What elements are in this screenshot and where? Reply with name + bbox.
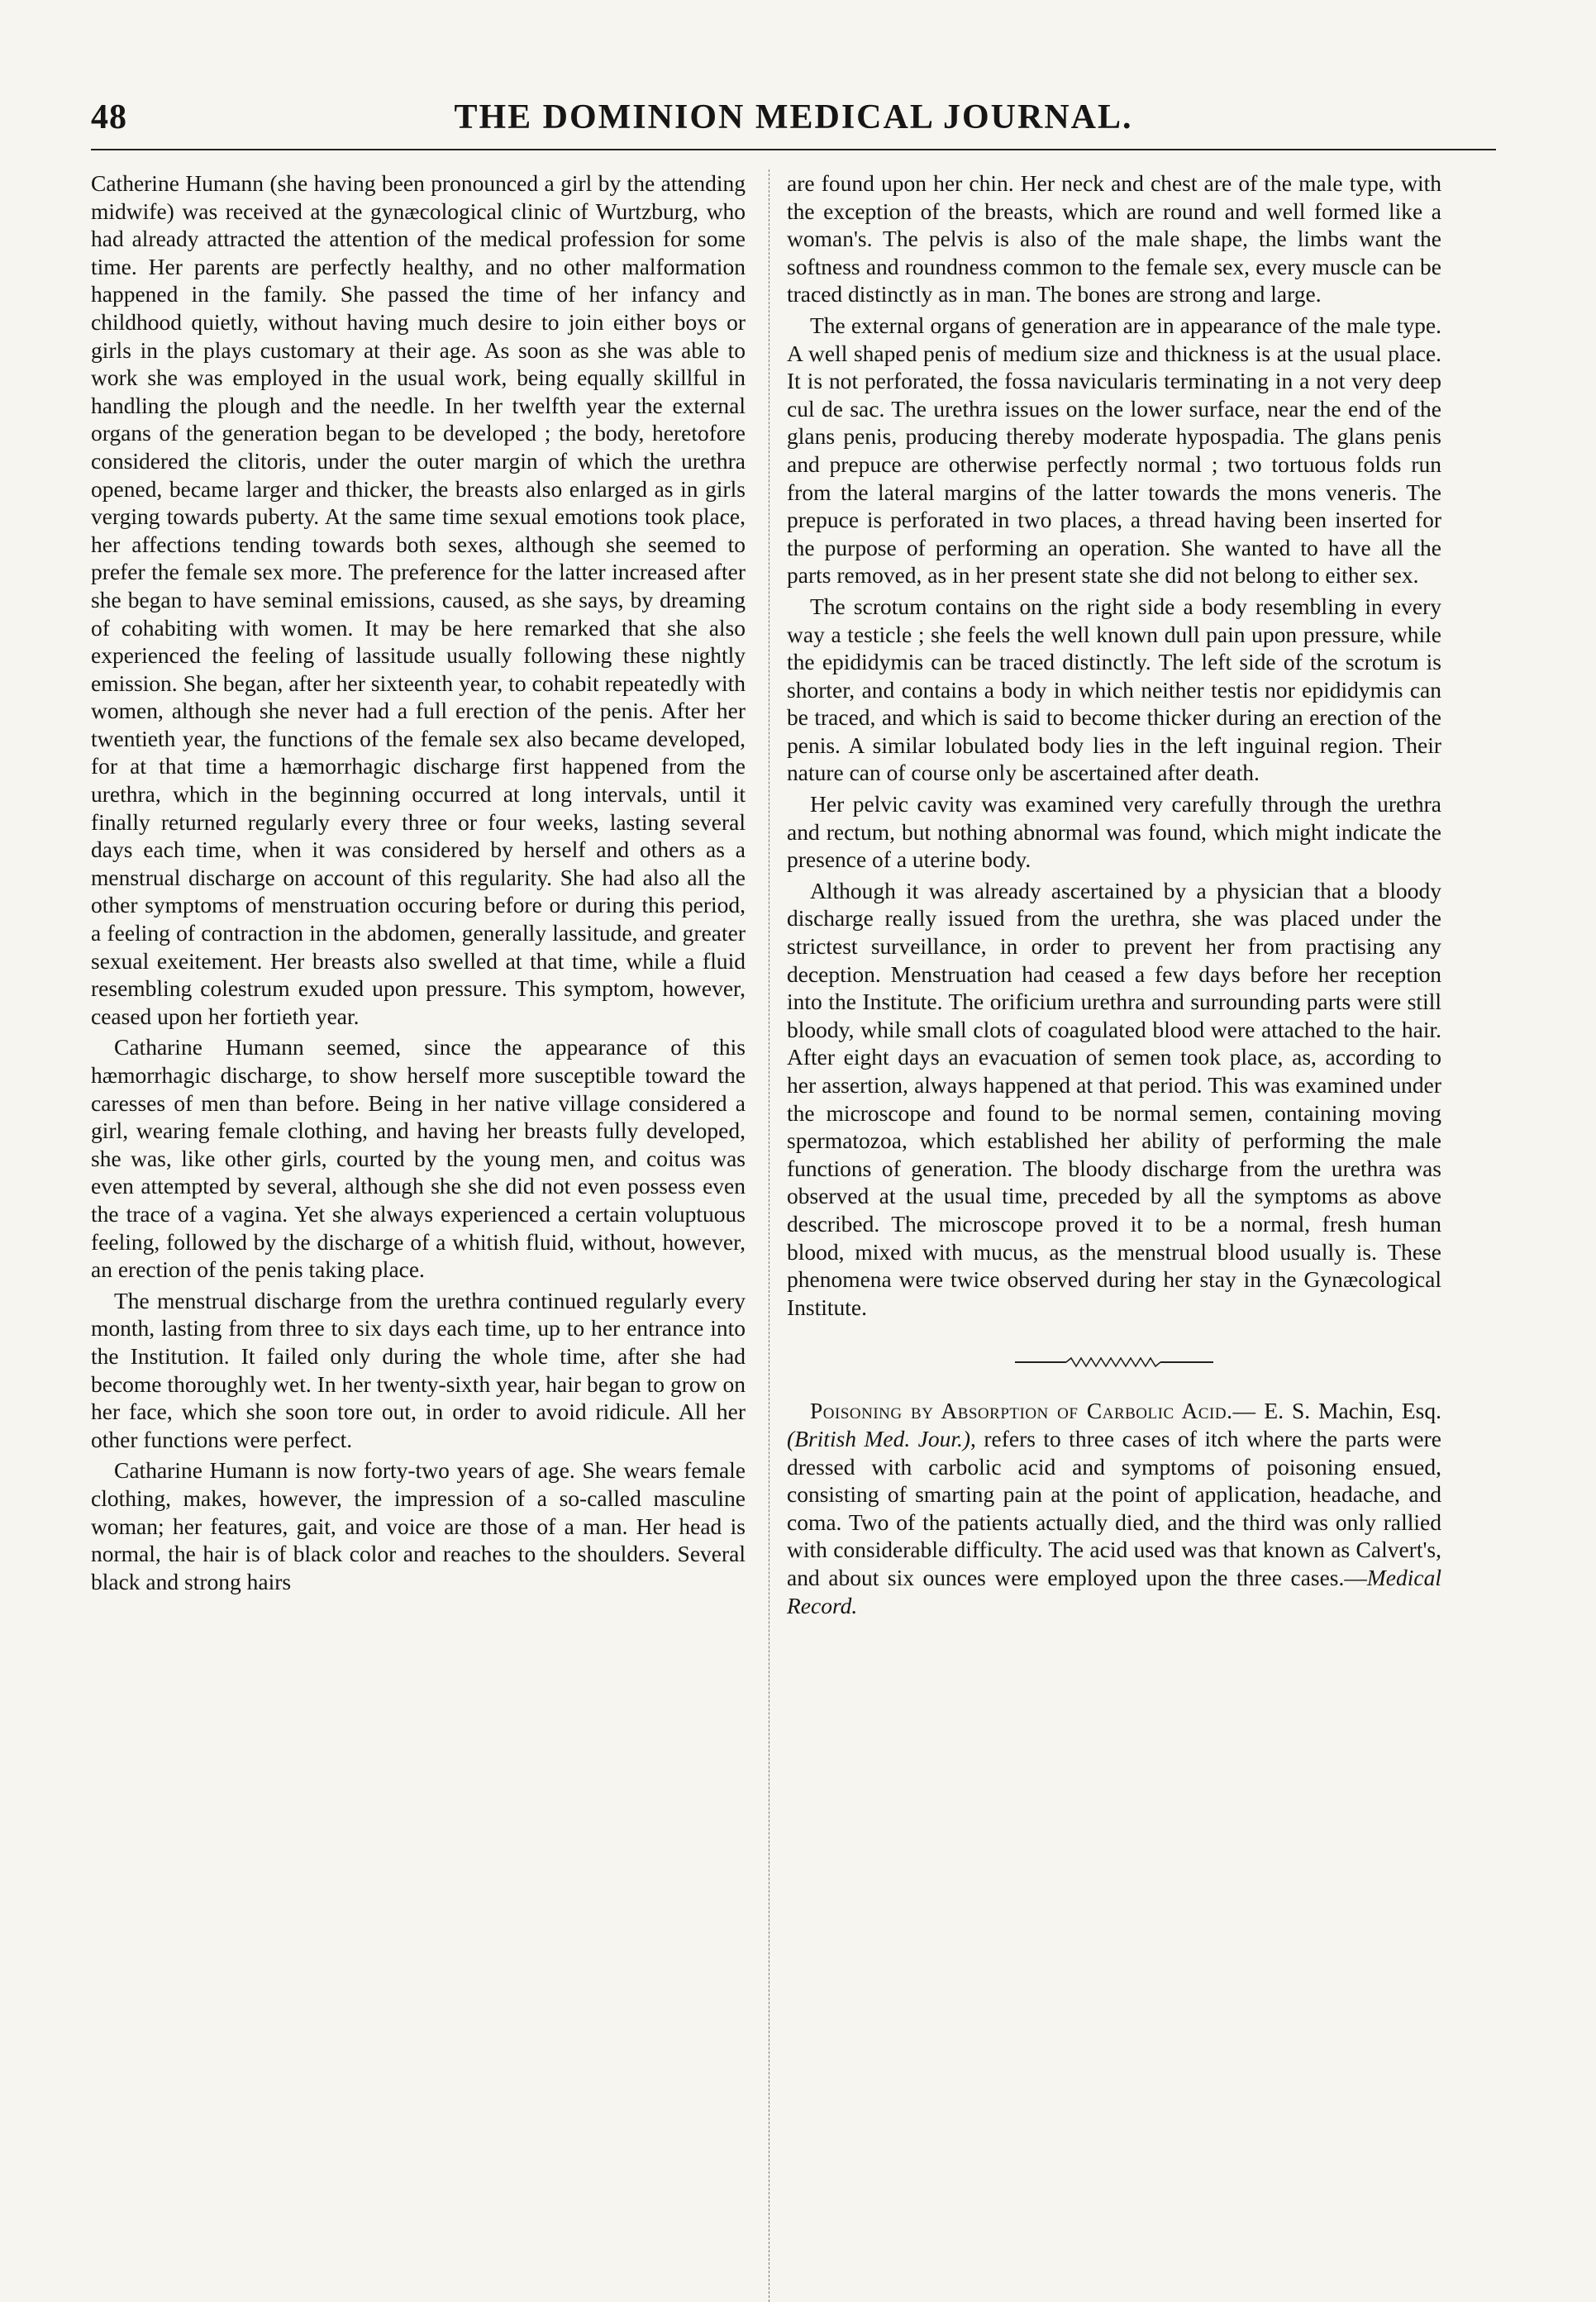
- page-number: 48: [91, 98, 127, 136]
- left-paragraph-4: Catharine Humann is now forty-two years of age. She wears female clothing, makes, however, the impression of a so-called masculine woman; her features, gait, and voice are those of a man. Her head is normal, the hair is of black color and reaches to the shoulders. Several black and strong hairs: [91, 1457, 746, 1594]
- text-columns: [91, 169, 1496, 2232]
- running-title: THE DOMINION MEDICAL JOURNAL.: [454, 98, 1133, 136]
- abstract-paragraph: [787, 1397, 1441, 1619]
- abstract-source: (British Med. Jour.): [787, 1425, 971, 1451]
- right-paragraph-1: are found upon her chin. Her neck and chest are of the male type, with the exception of the breasts, which are round and well formed like a woman's. The pelvis is also of the male shape, the limbs want the softness and roundness common to the female sex, every muscle can be traced distinctly as in man. The bones are strong and large.: [787, 170, 1441, 307]
- abstract-author: E. S. Machin, Esq.: [1264, 1398, 1441, 1424]
- abstract-title: Poisoning by Absorption of Carbolic Acid.—: [810, 1398, 1256, 1424]
- section-separator: [787, 1356, 1441, 1369]
- right-paragraph-2: The external organs of generation are in appearance of the male type. A well shaped penis of medium size and thickness is at the usual place. It is not perforated, the fossa navicularis terminating in a not very deep cul de sac. The urethra issues on the lower surface, near the end of the glans penis, producing thereby moderate hypospadia. The glans penis and prepuce are otherwise perfectly normal ; two tortuous folds run from the lateral margins of the latter towards the mons veneris. The prepuce is perforated in two places, a thread having been inserted for the purpose of performing an operation. She wanted to have all the parts removed, as in her present state she did not belong to either sex.: [787, 312, 1441, 589]
- left-paragraph-1: Catherine Humann (she having been pronounced a girl by the attending midwife) was received at the gynæcological clinic of Wurtzburg, who had already attracted the attention of the medical profession for some time. Her parents are perfectly healthy, and no other malformation happened in the family. She passed the time of her infancy and childhood quietly, without having much desire to join either boys or girls in the plays customary at their age. As soon as she was able to work she was employed in the usual work, being equally skillful in handling the plough and the needle. In her twelfth year the external organs of the generation began to be developed ; the body, heretofore considered the clitoris, under the outer margin of which the urethra opened, became larger and thicker, the breasts also enlarged as in girls verging towards puberty. At the same time sexual emotions took place, her affections tending towards both sexes, although she seemed to prefer the female sex more. The preference for the latter increased after she began to have seminal emissions, caused, as she says, by dreaming of cohabiting with women. It may be here remarked that she also experienced the feeling of lassitude usually following these nightly emission. She began, after her sixteenth year, to cohabit repeatedly with women, although she never had a full erection of the penis. After her twentieth year, the functions of the female sex also became developed, for at that time a hæmorrhagic discharge first happened from the urethra, which in the beginning occurred at long intervals, until it finally returned regularly every three or four weeks, lasting several days each time, when it was considered by herself and others as a menstrual discharge on account of this regularity. She had also all the other symptoms of menstruation occuring before or during this period, a feeling of contraction in the abdomen, generally lassitude, and greater sexual exeitement. Her breasts also swelled at that time, while a fluid resembling colestrum exuded upon pressure. This symptom, however, ceased upon her fortieth year.: [91, 170, 746, 1029]
- left-paragraph-2: Catharine Humann seemed, since the appearance of this hæmorrhagic discharge, to show herself more susceptible toward the caresses of men than before. Being in her native village considered a girl, wearing female clothing, and having her breasts fully developed, she was, like other girls, courted by the young men, and coitus was even attempted by several, although she she did not even possess even the trace of a vagina. Yet she always experienced a certain voluptuous feeling, followed by the discharge of a whitish fluid, without, however, an erection of the penis taking place.: [91, 1034, 746, 1283]
- right-paragraph-3: The scrotum contains on the right side a body resembling in every way a testicle ; she feels the well known dull pain upon pressure, while the epididymis can be traced distinctly. The left side of the scrotum is shorter, and contains a body in which neither testis nor epididymis can be traced, and which is said to become thicker during an erection of the penis. A similar lobulated body lies in the left inguinal region. Their nature can of course only be ascertained after death.: [787, 593, 1441, 786]
- wavy-rule-ornament: [1015, 1356, 1213, 1369]
- left-paragraph-3: The menstrual discharge from the urethra continued regularly every month, lasting from three to six days each time, up to her entrance into the Institution. It failed only during the whole time, after she had become thoroughly wet. In her twenty-sixth year, hair began to grow on her face, which she soon tore out, in order to avoid ridicule. All her other functions were perfect.: [91, 1287, 746, 1452]
- right-paragraph-4: Her pelvic cavity was examined very carefully through the urethra and rectum, but nothing abnormal was found, which might indicate the presence of a uterine body.: [787, 791, 1441, 873]
- page-header: [91, 91, 1496, 157]
- header-rule: [91, 149, 1496, 150]
- right-paragraph-5: Although it was already ascertained by a physician that a bloody discharge really issued from the urethra, she was placed under the strictest surveillance, in order to prevent her from practising any deception. Menstruation had ceased a few days before her reception into the Institute. The orificium urethra and surrounding parts were still bloody, while small clots of coagulated blood were attached to the hair. After eight days an evacuation of semen took place, as, according to her assertion, always happened at that period. This was examined under the microscope and found to be normal semen, containing moving spermatozoa, which established her ability of performing the male functions of generation. The bloody discharge from the urethra was observed at the usual time, preceded by all the symptoms as above described. The microscope proved it to be a normal, fresh human blood, mixed with mucus, as the menstrual blood usually is. These phenomena were twice observed during her stay in the Gynæcological Institute.: [787, 877, 1441, 1320]
- right-column: [787, 169, 1441, 1619]
- journal-page: [91, 91, 1496, 2232]
- abstract-citation: Medical Record.: [787, 1564, 1441, 1618]
- abstract-body: , refers to three cases of itch where the parts were dressed with carbolic acid and symptoms of poisoning ensued, consisting of smarting pain at the point of application, headache, and coma. Two of the patients actually died, and the third was only rallied with considerable difficulty. The acid used was that known as Calvert's, and about six ounces were employed upon the three cases.—: [787, 1425, 1441, 1590]
- left-column: [91, 169, 746, 1595]
